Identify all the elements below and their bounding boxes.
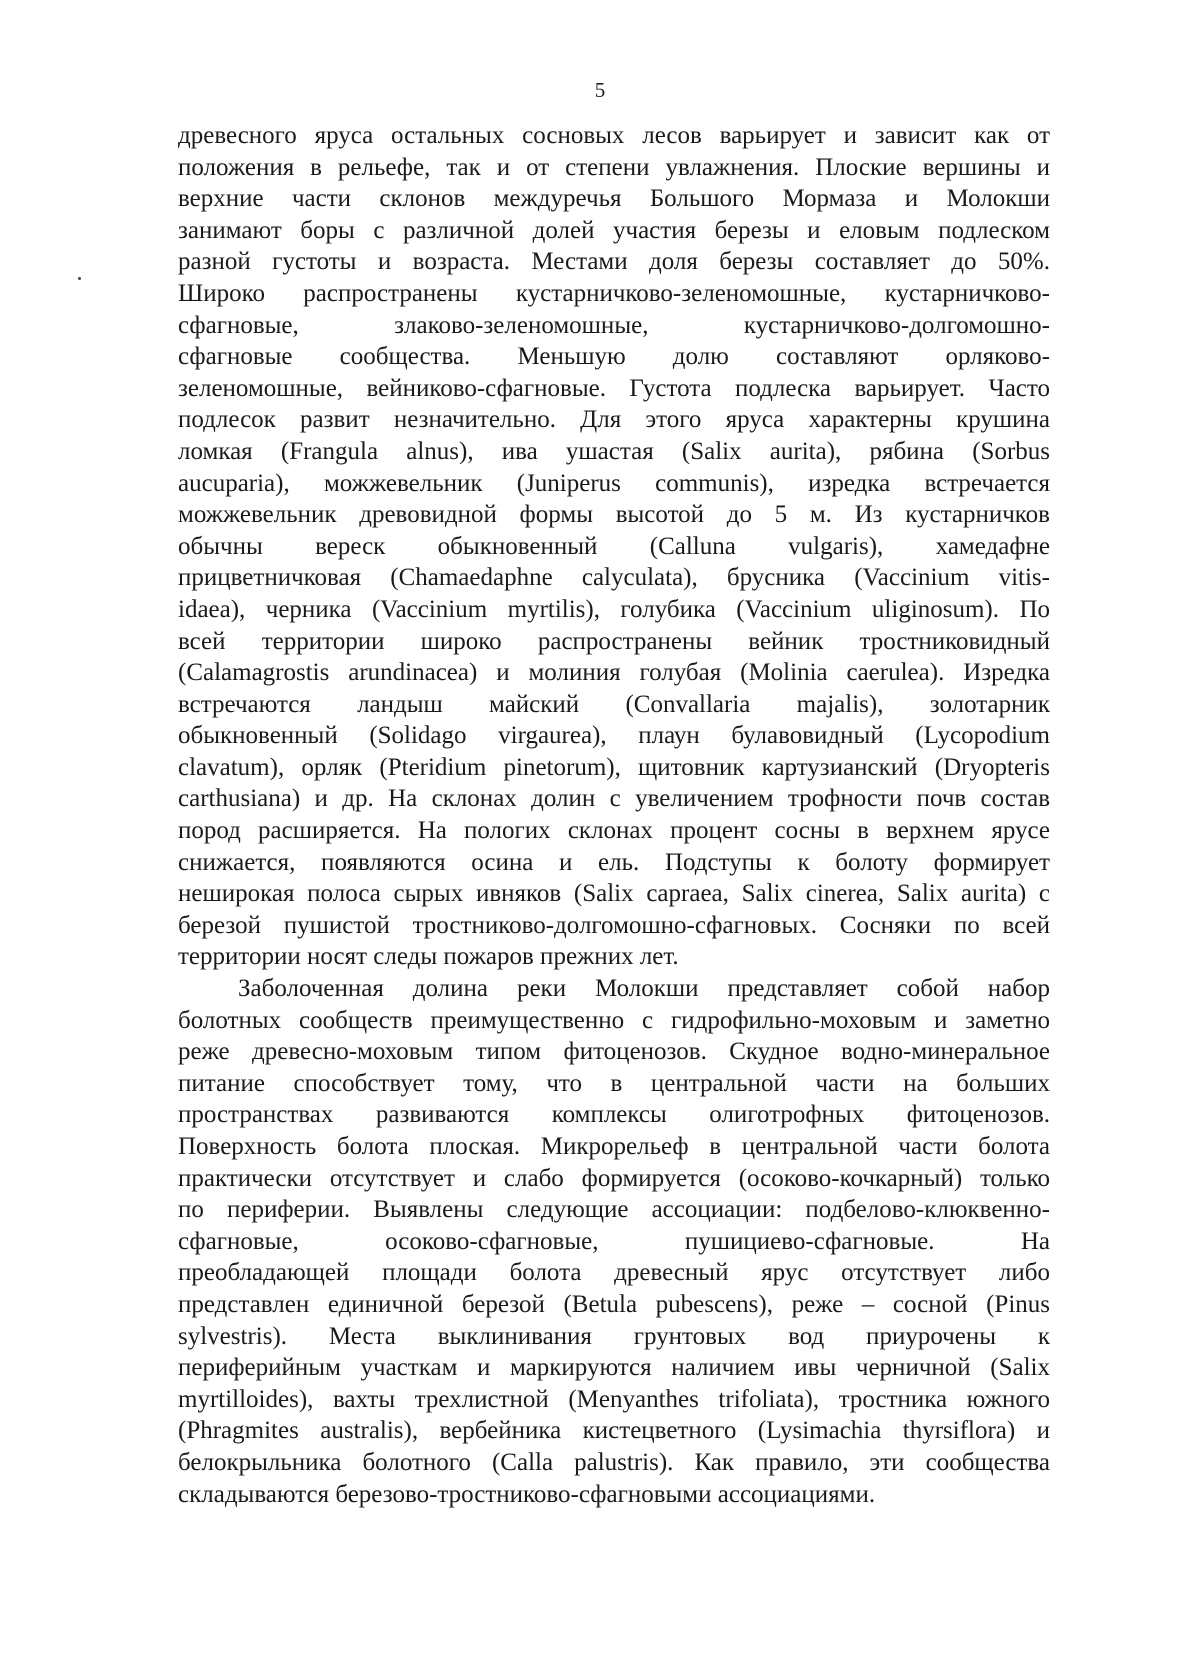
text-line: верхние части склонов междуречья Большого Мормаза и Молокши (178, 185, 1050, 213)
text-line: clavatum), орляк (Pteridium pinetorum), щитовник картузианский (Dryopteris (178, 753, 1050, 781)
paragraph (178, 973, 1050, 1510)
text-line: Поверхность болота плоская. Микрорельеф в центральной части болота (178, 1133, 1050, 1160)
text-line: sylvestris). Места выклинивания грунтовых вод приурочены к (178, 1322, 1050, 1350)
text-line: снижается, появляются осина и ель. Подступы к болоту формирует (178, 848, 1050, 876)
text-line: белокрыльника болотного (Calla palustris). Как правило, эти сообщества (178, 1448, 1050, 1476)
page-number: 5 (594, 78, 606, 102)
text-line: пространствах развиваются комплексы олиготрофных фитоценозов. (178, 1101, 1050, 1129)
text-line: всей территории широко распространены вейник тростниковидный (178, 627, 1050, 655)
text-line: сфагновые сообщества. Меньшую долю составляют орляково- (178, 343, 1050, 371)
text-line: практически отсутствует и слабо формируется (осоково-кочкарный) только (178, 1164, 1050, 1192)
text-line: встречаются ландыш майский (Convallaria majalis), золотарник (178, 690, 1050, 718)
text-line: древесного яруса остальных сосновых лесов варьирует и зависит как от (178, 122, 1050, 149)
text-line: периферийным участкам и маркируются наличием ивы черничной (Salix (178, 1354, 1050, 1382)
text-line: пород расширяется. На пологих склонах процент сосны в верхнем ярусе (178, 817, 1050, 845)
text-line: положения в рельефе, так и от степени увлажнения. Плоские вершины и (178, 153, 1050, 181)
text-line: территории носят следы пожаров прежних лет. (178, 943, 679, 971)
text-line: обыкновенный (Solidago virgaurea), плаун булавовидный (Lycopodium (178, 722, 1050, 750)
text-line: Заболоченная долина реки Молокши представляет собой набор (238, 975, 1050, 1003)
text-line: болотных сообществ преимущественно с гидрофильно-моховым и заметно (178, 1006, 1050, 1034)
text-line: сфагновые, злаково-зеленомошные, кустарничково-долгомошно- (178, 311, 1050, 339)
text-line: (Calamagrostis arundinacea) и молиния голубая (Molinia caerulea). Изредка (178, 659, 1050, 687)
text-line: myrtilloides), вахты трехлистной (Menyanthes trifoliata), тростника южного (178, 1385, 1050, 1413)
text-line: aucuparia), можжевельник (Juniperus communis), изредка встречается (178, 469, 1050, 497)
text-line: idaea), черника (Vaccinium myrtilis), голубика (Vaccinium uliginosum). По (178, 595, 1050, 623)
text-line: складываются березово-тростниково-сфагновыми ассоциациями. (178, 1480, 876, 1508)
text-line: преобладающей площади болота древесный ярус отсутствует либо (178, 1259, 1050, 1287)
text-line: (Phragmites australis), вербейника кистецветного (Lysimachia thyrsiflora) и (178, 1417, 1050, 1445)
text-line: питание способствует тому, что в центральной части на больших (178, 1069, 1050, 1097)
text-line: ломкая (Frangula alnus), ива ушастая (Salix aurita), рябина (Sorbus (178, 437, 1050, 465)
text-line: по периферии. Выявлены следующие ассоциации: подбелово-клюквенно- (178, 1196, 1050, 1224)
text-line: carthusiana) и др. На склонах долин с увеличением трофности почв состав (178, 785, 1050, 813)
text-line: зеленомошные, вейниково-сфагновые. Густота подлеска варьирует. Часто (178, 374, 1050, 402)
text-line: занимают боры с различной долей участия березы и еловым подлеском (178, 216, 1050, 244)
text-line: Широко распространены кустарничково-зеленомошные, кустарничково- (178, 279, 1050, 307)
text-line: представлен единичной березой (Betula pubescens), реже – сосной (Pinus (178, 1290, 1050, 1318)
text-line: березой пушистой тростниково-долгомошно-сфагновых. Сосняки по всей (178, 911, 1050, 939)
text-line: разной густоты и возраста. Местами доля березы составляет до 50%. (178, 248, 1050, 276)
text-line: можжевельник древовидной формы высотой до 5 м. Из кустарничков (178, 501, 1050, 529)
text-line: подлесок развит незначительно. Для этого яруса характерны крушина (178, 406, 1050, 434)
scan-dot-mark (78, 277, 81, 280)
text-line: реже древесно-моховым типом фитоценозов. Скудное водно-минеральное (178, 1038, 1050, 1066)
body-text (178, 120, 1050, 1510)
text-line: прицветничковая (Chamaedaphne calyculata), брусника (Vaccinium vitis- (178, 564, 1050, 592)
paragraph (178, 120, 1050, 973)
text-line: неширокая полоса сырых ивняков (Salix capraea, Salix cinerea, Salix aurita) с (178, 880, 1050, 908)
text-line: обычны вереск обыкновенный (Calluna vulgaris), хамедафне (178, 532, 1050, 560)
text-line: сфагновые, осоково-сфагновые, пушициево-сфагновые. На (178, 1227, 1050, 1255)
